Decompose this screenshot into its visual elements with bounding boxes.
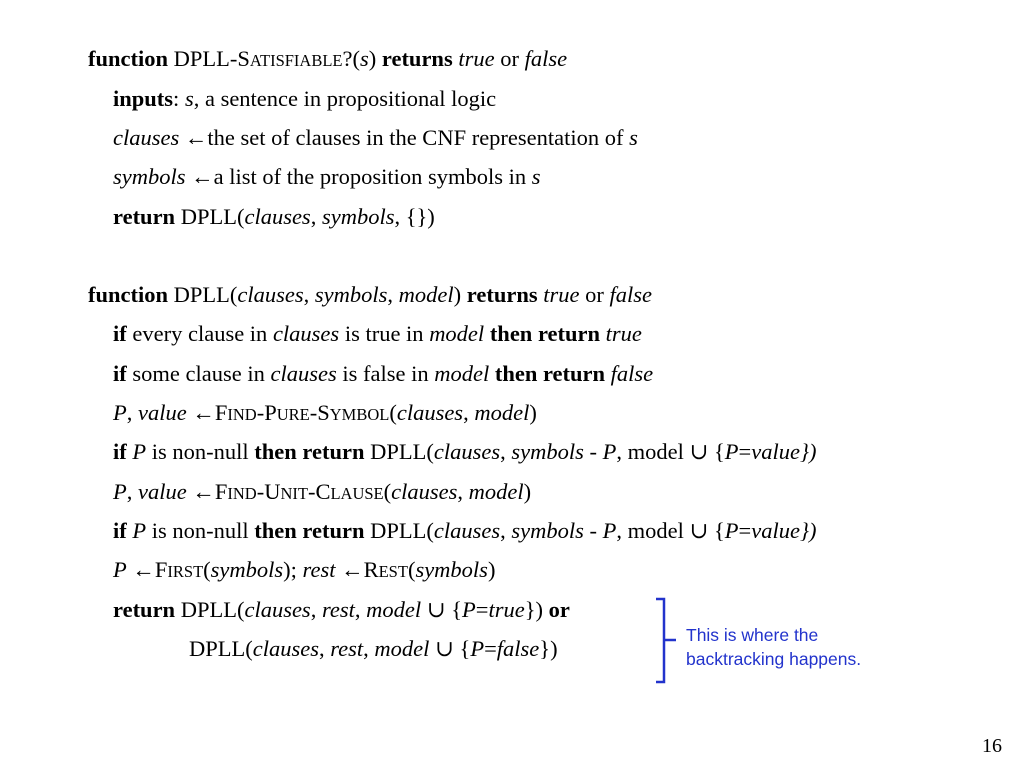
value-true: true xyxy=(543,282,580,307)
code-text: DPLL( xyxy=(175,597,245,622)
code-line-if-some-false xyxy=(113,361,653,387)
keyword-if: if xyxy=(113,321,127,346)
code-text: , xyxy=(310,597,322,622)
code-line-if-pure-nonnull xyxy=(113,439,816,465)
code-text: ∪ { xyxy=(421,597,463,622)
smallcaps-rest: LAUSE xyxy=(330,484,384,503)
var-model: model xyxy=(398,282,454,307)
keyword-then-return: then return xyxy=(489,321,601,346)
code-text: is false in xyxy=(336,361,435,386)
smallcaps-rest: EST xyxy=(378,562,408,581)
smallcaps-initial: C xyxy=(315,479,331,504)
code-text: ) xyxy=(453,282,467,307)
code-text: ) xyxy=(529,400,537,425)
var-value: value xyxy=(138,400,187,425)
code-text: ← xyxy=(335,557,364,582)
code-text: , model ∪ { xyxy=(616,518,725,543)
code-text: - xyxy=(583,439,603,464)
smallcaps-initial: S xyxy=(317,400,330,425)
var-s: s xyxy=(184,86,194,111)
code-line-inputs xyxy=(113,86,496,112)
var-model: model xyxy=(429,321,485,346)
code-text: = xyxy=(738,439,752,464)
keyword-if: if xyxy=(113,439,127,464)
keyword-inputs: inputs xyxy=(113,86,174,111)
var-p: P xyxy=(113,400,127,425)
code-text: ←a list of the proposition symbols in xyxy=(185,164,532,189)
var-symbols: symbols xyxy=(511,439,584,464)
code-text: , xyxy=(126,479,138,504)
code-text: ); xyxy=(283,557,303,582)
keyword-returns: returns xyxy=(381,46,453,71)
var-p: P xyxy=(113,479,127,504)
keyword-return: return xyxy=(113,204,176,229)
code-text: or xyxy=(494,46,525,71)
code-text: ( xyxy=(389,400,397,425)
code-line-if-unit-nonnull xyxy=(113,518,816,544)
value-false: false xyxy=(524,46,568,71)
code-text: - xyxy=(256,479,265,504)
value-false: false xyxy=(496,636,540,661)
var-rest: rest xyxy=(302,557,336,582)
var-clauses: clauses xyxy=(270,361,337,386)
code-text: , xyxy=(463,400,475,425)
smallcaps-initial: F xyxy=(154,557,168,582)
value-true: true xyxy=(605,321,642,346)
smallcaps-initial: U xyxy=(264,479,281,504)
keyword-then-return: then return xyxy=(254,439,365,464)
var-symbols: symbols xyxy=(511,518,584,543)
annotation-line-2: backtracking happens. xyxy=(686,649,862,669)
smallcaps-initial: R xyxy=(363,557,379,582)
code-text: - xyxy=(583,518,603,543)
var-rest: rest xyxy=(330,636,364,661)
code-text: ( xyxy=(383,479,392,504)
code-text: ) xyxy=(487,557,496,582)
code-line-return-dpll xyxy=(113,204,435,230)
smallcaps-rest: ATISFIABLE xyxy=(249,51,343,70)
code-text: , a sentence in propositional logic xyxy=(193,86,497,111)
code-text: DPLL( xyxy=(168,282,238,307)
code-text: DPLL( xyxy=(364,439,434,464)
var-clauses: clauses xyxy=(396,400,464,425)
code-text: , xyxy=(363,636,375,661)
value-true: true xyxy=(488,597,525,622)
smallcaps-initial: P xyxy=(264,400,277,425)
var-model: model xyxy=(474,400,530,425)
annotation-line-1: This is where the xyxy=(686,625,819,645)
code-text: DPLL- xyxy=(168,46,238,71)
keyword-function: function xyxy=(88,282,169,307)
smallcaps-rest: NIT xyxy=(280,484,308,503)
smallcaps-rest: IND xyxy=(227,484,257,503)
var-rest: rest xyxy=(321,597,355,622)
var-clauses: clauses xyxy=(433,518,501,543)
code-text: DPLL( xyxy=(189,636,253,661)
code-text: is true in xyxy=(339,321,430,346)
var-clauses: clauses xyxy=(272,321,340,346)
var-clauses: clauses xyxy=(244,204,311,229)
code-text: , xyxy=(319,636,331,661)
var-value: value}) xyxy=(751,439,817,464)
code-text: = xyxy=(738,518,752,543)
code-text: is non-null xyxy=(146,518,255,543)
code-line-satisfiable-signature xyxy=(88,46,567,72)
code-text: ← xyxy=(186,479,215,504)
var-clauses: clauses xyxy=(237,282,304,307)
smallcaps-rest: IND xyxy=(227,405,257,424)
var-p: P xyxy=(470,636,485,661)
value-true: true xyxy=(458,46,495,71)
var-clauses: clauses xyxy=(113,125,180,150)
code-line-return-branch-false xyxy=(189,636,558,662)
code-text: ∪ { xyxy=(429,636,471,661)
code-text: , xyxy=(387,282,399,307)
var-p: P xyxy=(113,557,127,582)
curly-bracket-icon xyxy=(650,596,684,686)
smallcaps-initial: F xyxy=(214,479,228,504)
backtracking-annotation xyxy=(686,623,861,671)
var-clauses: clauses xyxy=(244,597,311,622)
bracket-path xyxy=(656,599,676,682)
code-text: , xyxy=(457,479,469,504)
var-symbols: symbols xyxy=(321,204,395,229)
code-text: }) xyxy=(524,597,549,622)
keyword-function: function xyxy=(88,46,169,71)
code-text: ) xyxy=(523,479,532,504)
code-text: or xyxy=(579,282,610,307)
smallcaps-rest: IRST xyxy=(167,562,204,581)
keyword-then-return: then return xyxy=(254,518,365,543)
code-text: ←the set of clauses in the CNF representation of xyxy=(179,125,630,150)
smallcaps-initial: S xyxy=(237,46,250,71)
code-text: }) xyxy=(539,636,558,661)
var-clauses: clauses xyxy=(391,479,458,504)
code-line-return-branch-true xyxy=(113,597,570,623)
code-text: , {}) xyxy=(394,204,435,229)
var-s: s xyxy=(359,46,369,71)
var-p: P xyxy=(132,518,147,543)
code-text: - xyxy=(309,400,318,425)
code-line-dpll-signature xyxy=(88,282,652,308)
code-text: = xyxy=(475,597,489,622)
var-p: P xyxy=(602,518,617,543)
var-p: P xyxy=(602,439,617,464)
smallcaps-initial: F xyxy=(214,400,228,425)
smallcaps-rest: YMBOL xyxy=(329,405,390,424)
var-p: P xyxy=(462,597,476,622)
keyword-if: if xyxy=(113,361,127,386)
code-text: every clause in xyxy=(126,321,273,346)
code-text: , model ∪ { xyxy=(616,439,725,464)
var-s: s xyxy=(531,164,541,189)
smallcaps-rest: URE xyxy=(276,405,310,424)
code-text: ( xyxy=(407,557,416,582)
code-text: , xyxy=(354,597,367,622)
value-false: false xyxy=(610,361,654,386)
var-p: P xyxy=(132,439,147,464)
value-false: false xyxy=(609,282,652,307)
var-model: model xyxy=(468,479,524,504)
var-model: model xyxy=(366,597,422,622)
code-text: , xyxy=(303,282,315,307)
code-text: DPLL( xyxy=(175,204,245,229)
code-line-if-all-true xyxy=(113,321,642,347)
code-text: ?( xyxy=(342,46,360,71)
var-symbols: symbols xyxy=(314,282,388,307)
code-text: ( xyxy=(203,557,211,582)
code-text: , xyxy=(126,400,138,425)
keyword-then-return: then return xyxy=(494,361,606,386)
code-line-clauses-assign xyxy=(113,125,638,151)
code-text: ) xyxy=(368,46,382,71)
var-value: value}) xyxy=(751,518,817,543)
code-text: - xyxy=(307,479,316,504)
var-clauses: clauses xyxy=(252,636,319,661)
code-text: is non-null xyxy=(146,439,255,464)
code-line-find-unit-clause xyxy=(113,479,531,505)
code-text: ← xyxy=(126,557,155,582)
code-line-find-pure-symbol xyxy=(113,400,537,426)
code-text: : xyxy=(173,86,185,111)
var-value: value xyxy=(138,479,187,504)
var-symbols: symbols xyxy=(415,557,488,582)
keyword-or: or xyxy=(548,597,570,622)
code-line-first-rest xyxy=(113,557,495,583)
var-p: P xyxy=(724,439,739,464)
keyword-returns: returns xyxy=(466,282,538,307)
code-text: some clause in xyxy=(126,361,271,386)
code-text: - xyxy=(256,400,265,425)
var-clauses: clauses xyxy=(433,439,501,464)
var-model: model xyxy=(434,361,490,386)
var-p: P xyxy=(724,518,739,543)
code-text: , xyxy=(500,439,512,464)
var-s: s xyxy=(629,125,638,150)
var-model: model xyxy=(374,636,430,661)
code-text: , xyxy=(500,518,512,543)
code-line-symbols-assign xyxy=(113,164,541,190)
code-text: , xyxy=(310,204,322,229)
page-number: 16 xyxy=(982,735,1002,757)
code-text: = xyxy=(484,636,497,661)
code-text: DPLL( xyxy=(364,518,434,543)
keyword-return: return xyxy=(113,597,176,622)
keyword-if: if xyxy=(113,518,127,543)
var-symbols: symbols xyxy=(113,164,186,189)
code-text: ← xyxy=(186,400,215,425)
var-symbols: symbols xyxy=(210,557,284,582)
